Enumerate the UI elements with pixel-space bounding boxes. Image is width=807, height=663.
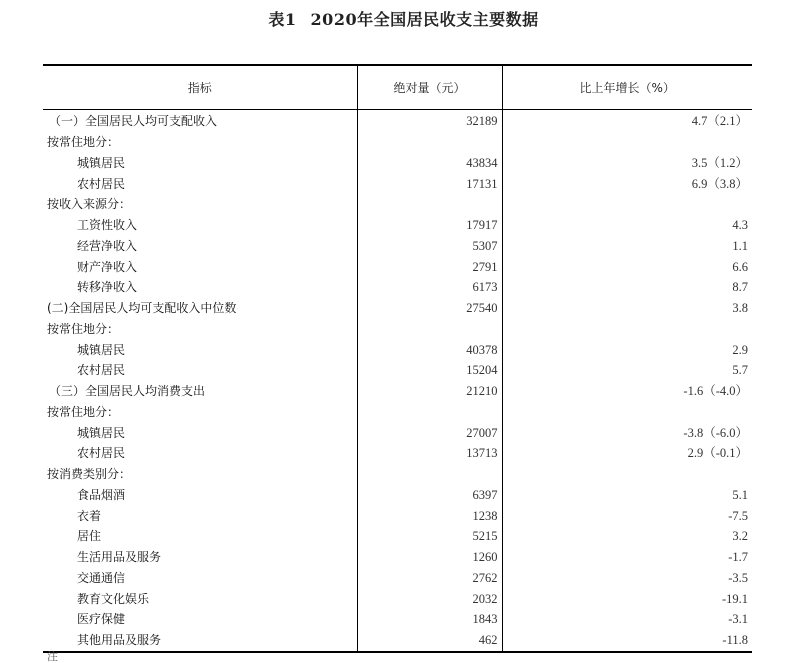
row-indicator-label: 转移净收入	[77, 280, 138, 295]
row-growth-rate: -3.1	[728, 612, 748, 627]
row-absolute-value: 17131	[357, 173, 502, 194]
table-title-text: 2020年全国居民收支主要数据	[310, 10, 539, 29]
row-absolute-value: 1260	[357, 547, 502, 568]
table-row	[43, 568, 752, 589]
row-absolute-value: 43834	[357, 153, 502, 174]
table-row	[43, 630, 752, 652]
row-indicator-label: 按常住地分：	[47, 404, 120, 419]
row-absolute-value: 17917	[357, 215, 502, 236]
income-expenditure-table	[43, 64, 752, 653]
table-row	[43, 360, 752, 381]
table-row	[43, 526, 752, 547]
row-growth-rate	[502, 132, 752, 153]
row-absolute-value: 2762	[357, 568, 502, 589]
row-indicator-label: 居住	[77, 529, 102, 544]
row-absolute-value: 1238	[357, 505, 502, 526]
row-indicator-label: 交通通信	[77, 570, 126, 585]
row-growth-rate: -11.8	[502, 630, 752, 652]
row-absolute-value	[357, 402, 502, 423]
row-growth-rate: -1.7	[728, 550, 748, 565]
row-growth-rate: -3.5	[728, 570, 748, 585]
row-growth-rate: 3.2	[732, 529, 748, 544]
row-growth-rate	[502, 402, 752, 423]
row-absolute-value	[357, 464, 502, 485]
row-indicator-label: 按收入来源分：	[47, 197, 132, 212]
row-growth-rate	[502, 319, 752, 340]
row-growth-rate: 5.1	[732, 487, 748, 502]
row-absolute-value	[357, 132, 502, 153]
row-absolute-value	[357, 319, 502, 340]
row-absolute-value: 462	[357, 630, 502, 652]
table-row	[43, 132, 752, 153]
row-absolute-value: 1843	[357, 609, 502, 630]
row-indicator-label: (二)全国居民人均可支配收入中位数	[47, 301, 237, 316]
row-indicator-label: 其他用品及服务	[43, 630, 357, 652]
table-row	[43, 588, 752, 609]
row-growth-rate: -3.8（-6.0）	[683, 425, 748, 440]
table-row	[43, 422, 752, 443]
row-indicator-label: 城镇居民	[77, 425, 126, 440]
row-indicator-label: 按常住地分：	[47, 321, 120, 336]
table-row	[43, 381, 752, 402]
row-indicator-label: 农村居民	[77, 176, 126, 191]
row-absolute-value: 2791	[357, 256, 502, 277]
row-growth-rate: 6.9（3.8）	[691, 176, 748, 191]
table-row	[43, 194, 752, 215]
row-growth-rate: 3.5（1.2）	[691, 155, 748, 170]
row-growth-rate: 3.8	[732, 301, 748, 316]
row-indicator-label: 工资性收入	[77, 218, 138, 233]
row-absolute-value: 5215	[357, 526, 502, 547]
row-growth-rate: 4.7（2.1）	[691, 114, 748, 129]
table-row	[43, 215, 752, 236]
row-growth-rate: 5.7	[732, 363, 748, 378]
header-growth-rate: 比上年增长（%）	[502, 65, 752, 110]
row-absolute-value: 15204	[357, 360, 502, 381]
row-indicator-label: 生活用品及服务	[77, 550, 162, 565]
row-indicator-label: （一）全国居民人均可支配收入	[49, 114, 218, 129]
row-indicator-label: 衣着	[77, 508, 102, 523]
table-row	[43, 319, 752, 340]
row-growth-rate: 1.1	[732, 238, 748, 253]
row-indicator-label: 医疗保健	[77, 612, 126, 627]
row-growth-rate: -19.1	[721, 591, 748, 606]
row-growth-rate	[502, 464, 752, 485]
row-indicator-label: （三）全国居民人均消费支出	[49, 384, 206, 399]
table-row	[43, 256, 752, 277]
table-row	[43, 110, 752, 132]
row-absolute-value: 6397	[357, 485, 502, 506]
row-absolute-value: 40378	[357, 339, 502, 360]
row-indicator-label: 农村居民	[77, 446, 126, 461]
table-body	[43, 110, 752, 652]
row-indicator-label: 财产净收入	[77, 259, 138, 274]
table-row	[43, 443, 752, 464]
row-indicator-label: 教育文化娱乐	[77, 591, 150, 606]
row-absolute-value: 6173	[357, 277, 502, 298]
row-growth-rate: 2.9（-0.1）	[687, 446, 748, 461]
row-growth-rate: -7.5	[728, 508, 748, 523]
header-indicator: 指标	[43, 65, 357, 110]
table-row	[43, 153, 752, 174]
row-absolute-value	[357, 194, 502, 215]
table-row	[43, 339, 752, 360]
table-row	[43, 277, 752, 298]
row-indicator-label: 农村居民	[77, 363, 126, 378]
row-indicator-label: 按常住地分：	[47, 135, 120, 150]
row-indicator-label: 食品烟酒	[77, 487, 126, 502]
row-growth-rate: 8.7	[732, 280, 748, 295]
footnote-label: 注	[47, 650, 58, 663]
table-number: 表1	[268, 10, 297, 29]
row-growth-rate: -1.6（-4.0）	[683, 384, 748, 399]
row-indicator-label: 城镇居民	[77, 342, 126, 357]
row-indicator-label: 按消费类别分：	[47, 467, 132, 482]
row-indicator-label: 经营净收入	[77, 238, 138, 253]
table-row	[43, 236, 752, 257]
table-row	[43, 402, 752, 423]
row-absolute-value: 21210	[357, 381, 502, 402]
table-row	[43, 173, 752, 194]
row-indicator-label: 城镇居民	[77, 155, 126, 170]
table-row	[43, 609, 752, 630]
table-row	[43, 298, 752, 319]
row-absolute-value: 2032	[357, 588, 502, 609]
row-growth-rate	[502, 194, 752, 215]
table-row	[43, 547, 752, 568]
header-absolute-amount: 绝对量（元）	[357, 65, 502, 110]
row-absolute-value: 5307	[357, 236, 502, 257]
row-growth-rate: 2.9	[732, 342, 748, 357]
row-absolute-value: 13713	[357, 443, 502, 464]
table-header-row	[43, 65, 752, 110]
row-absolute-value: 27540	[357, 298, 502, 319]
table-row	[43, 464, 752, 485]
row-absolute-value: 32189	[357, 110, 502, 132]
row-growth-rate: 6.6	[732, 259, 748, 274]
table-row	[43, 505, 752, 526]
row-growth-rate: 4.3	[732, 218, 748, 233]
data-table-container	[43, 64, 752, 653]
table-title	[0, 9, 807, 31]
row-absolute-value: 27007	[357, 422, 502, 443]
table-row	[43, 485, 752, 506]
